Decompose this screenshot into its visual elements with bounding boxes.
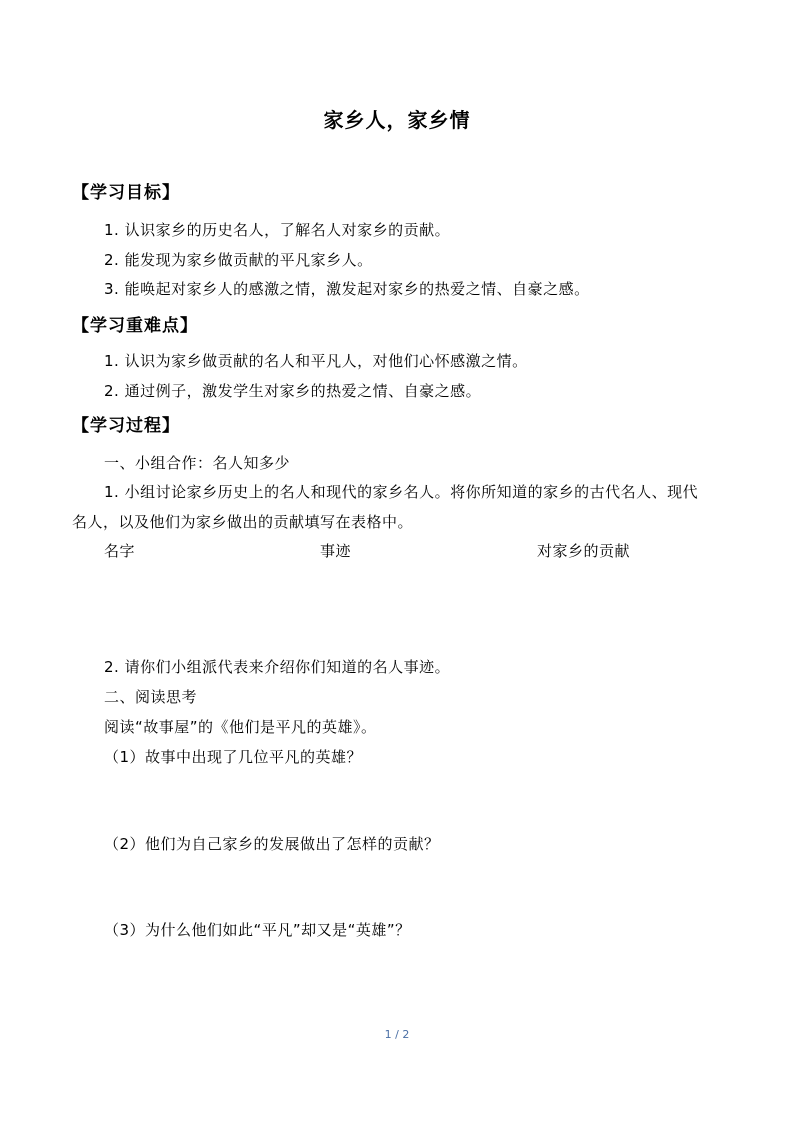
part1-question-1-line2: 名人，以及他们为家乡做出的贡献填写在表格中。: [72, 513, 414, 531]
part2-question-1: （1）故事中出现了几位平凡的英雄？: [104, 748, 363, 766]
part2-question-3: （3）为什么他们如此“平凡”却又是“英雄”？: [104, 921, 411, 939]
keypoint-item-1: 1. 认识为家乡做贡献的名人和平凡人，对他们心怀感激之情。: [104, 352, 528, 370]
part1-title: 一、小组合作：名人知多少: [104, 454, 291, 472]
part1-question-2: 2. 请你们小组派代表来介绍你们知道的名人事迹。: [104, 658, 451, 676]
keypoints-heading: 【学习重难点】: [72, 316, 198, 336]
table-header-name: 名字: [104, 542, 136, 560]
goal-item-2: 2. 能发现为家乡做贡献的平凡家乡人。: [104, 251, 373, 269]
page-indicator: 1 / 2: [384, 1028, 410, 1041]
table-header-deeds: 事迹: [320, 542, 352, 560]
keypoint-item-2: 2. 通过例子，激发学生对家乡的热爱之情、自豪之感。: [104, 382, 482, 400]
table-header-contribution: 对家乡的贡献: [537, 542, 631, 560]
part1-question-1-line1: 1. 小组讨论家乡历史上的名人和现代的家乡名人。将你所知道的家乡的古代名人、现代: [104, 483, 699, 501]
process-heading: 【学习过程】: [72, 416, 180, 436]
goal-item-3: 3. 能唤起对家乡人的感激之情，激发起对家乡的热爱之情、自豪之感。: [104, 280, 590, 298]
page-title: 家乡人，家乡情: [323, 108, 471, 132]
part2-intro: 阅读“故事屋”的《他们是平凡的英雄》。: [104, 718, 377, 736]
goals-heading: 【学习目标】: [72, 183, 180, 203]
goal-item-1: 1. 认识家乡的历史名人，了解名人对家乡的贡献。: [104, 221, 451, 239]
part2-question-2: （2）他们为自己家乡的发展做出了怎样的贡献？: [104, 835, 440, 853]
part2-title: 二、阅读思考: [104, 688, 198, 706]
